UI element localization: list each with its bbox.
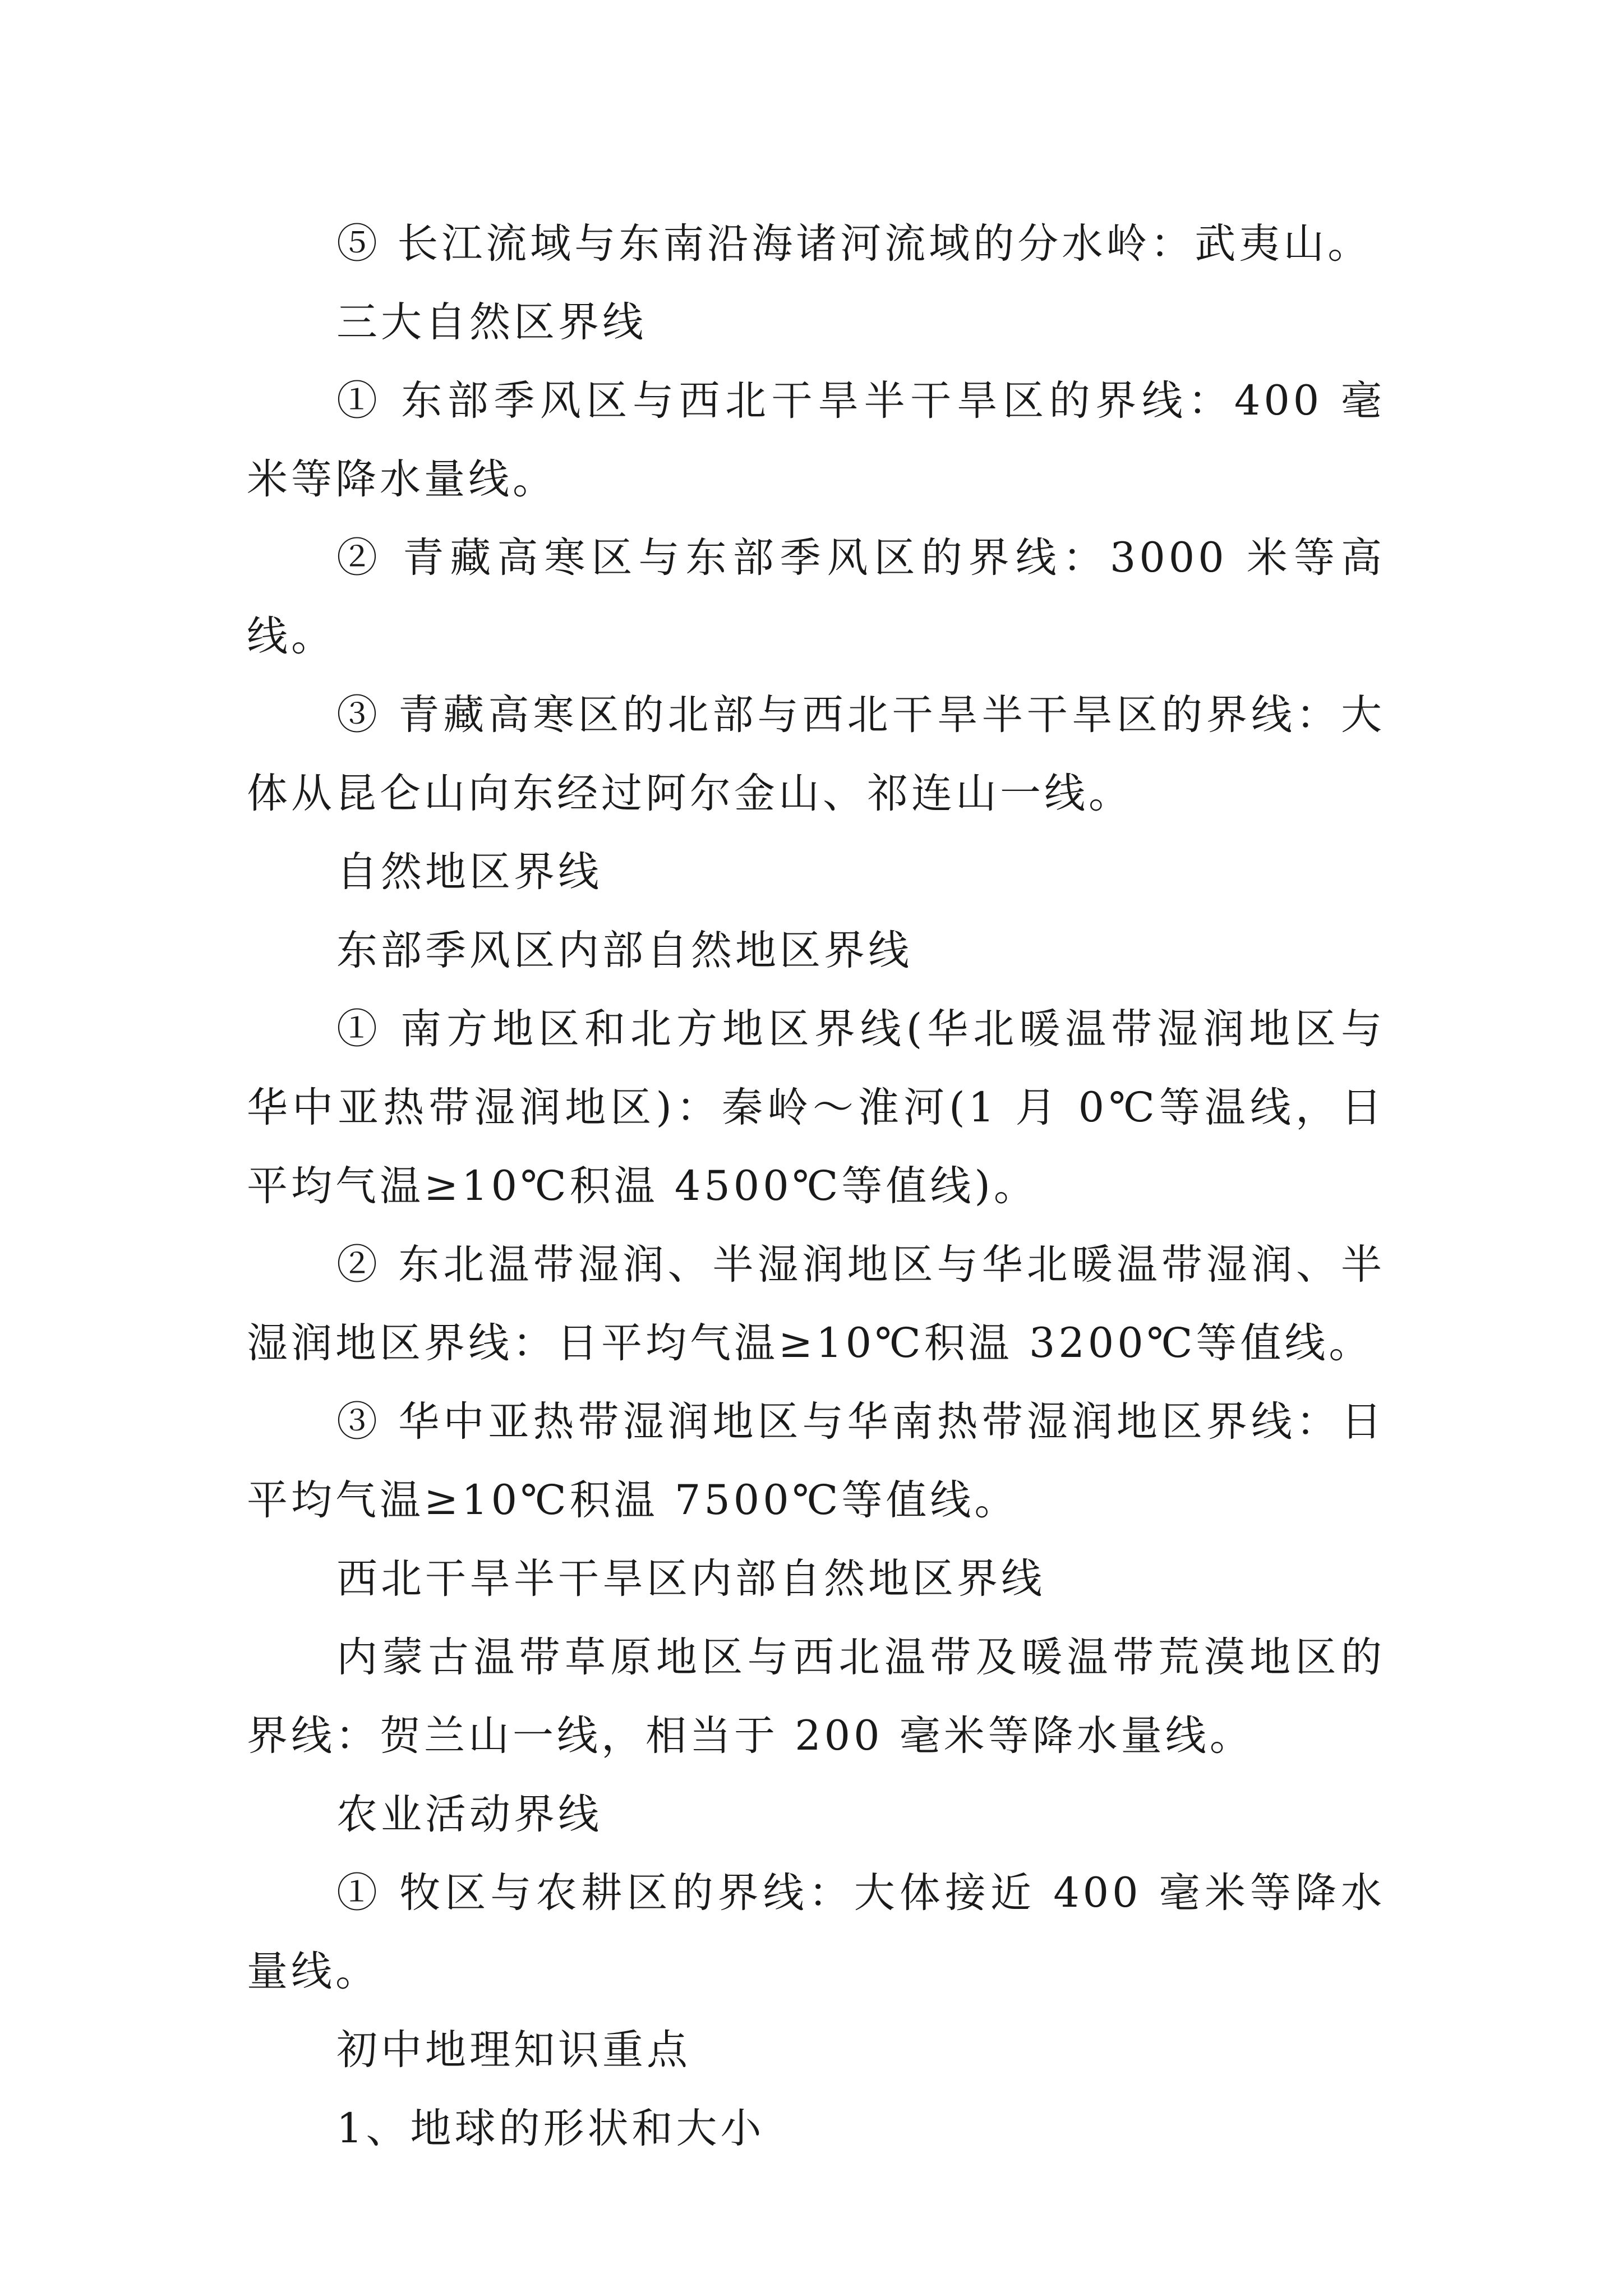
paragraph-helan-mountain: 内蒙古温带草原地区与西北温带及暖温带荒漠地区的界线：贺兰山一线，相当于 200 毫米等降水量线。 <box>247 1634 1385 1760</box>
heading-agriculture-boundaries: 农业活动界线 <box>336 1791 602 1838</box>
heading-eastern-monsoon-boundaries: 东部季风区内部自然地区界线 <box>336 927 912 974</box>
heading-three-natural-regions: 三大自然区界线 <box>336 298 647 346</box>
paragraph-wuyi-watershed: ⑤ 长江流域与东南沿海诸河流域的分水岭：武夷山。 <box>336 220 1372 268</box>
heading-geography-key-points: 初中地理知识重点 <box>336 2026 691 2074</box>
heading-natural-area-boundaries: 自然地区界线 <box>336 848 602 896</box>
document-body <box>247 205 1385 2168</box>
paragraph-kunlun-qilian: ③ 青藏高寒区的北部与西北干旱半干旱区的界线：大体从昆仑山向东经过阿尔金山、祁连山一线。 <box>247 691 1385 817</box>
paragraph-qinling-huaihe: ① 南方地区和北方地区界线(华北暖温带湿润地区与华中亚热带湿润地区)：秦岭～淮河(1 月 0℃等温线，日平均气温≥10℃积温 4500℃等值线)。 <box>247 1005 1385 1210</box>
paragraph-400mm-boundary: ① 东部季风区与西北干旱半干旱区的界线：400 毫米等降水量线。 <box>247 377 1385 503</box>
paragraph-7500-isoline: ③ 华中亚热带湿润地区与华南热带湿润地区界线：日平均气温≥10℃积温 7500℃等值线。 <box>247 1398 1385 1524</box>
paragraph-3200-isoline: ② 东北温带湿润、半湿润地区与华北暖温带湿润、半湿润地区界线：日平均气温≥10℃积温 3200℃等值线。 <box>247 1241 1385 1367</box>
paragraph-pasture-farming: ① 牧区与农耕区的界线：大体接近 400 毫米等降水量线。 <box>247 1869 1385 1995</box>
paragraph-3000m-contour: ② 青藏高寒区与东部季风区的界线：3000 米等高线。 <box>247 534 1385 660</box>
heading-northwest-arid-boundaries: 西北干旱半干旱区内部自然地区界线 <box>336 1555 1045 1603</box>
heading-earth-shape-size: 1、地球的形状和大小 <box>336 2105 765 2152</box>
